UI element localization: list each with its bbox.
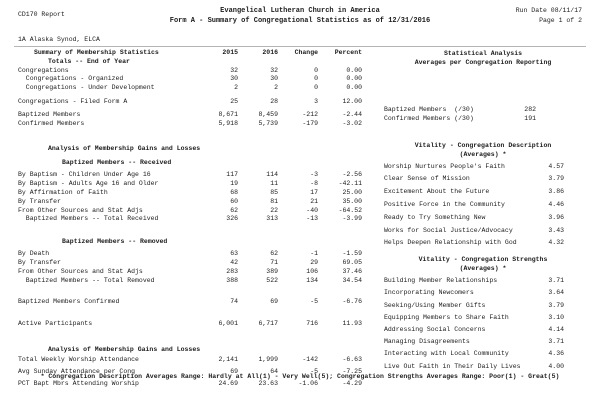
cell-percent: -6.63 bbox=[342, 355, 362, 363]
attendance-rows bbox=[18, 354, 364, 390]
cell-percent: -1.59 bbox=[342, 250, 362, 258]
cell-change: -179 bbox=[302, 119, 318, 127]
cell-2016: 2 bbox=[274, 84, 278, 92]
cell-change: -3 bbox=[310, 171, 318, 179]
table-row bbox=[18, 320, 364, 329]
page-number: Page 1 of 2 bbox=[539, 17, 582, 24]
cell-2016: 32 bbox=[270, 66, 278, 74]
cell-2016: 8,459 bbox=[258, 110, 278, 118]
cell-2016: 114 bbox=[266, 171, 278, 179]
cell-change: 716 bbox=[306, 320, 318, 328]
cell-2016: 6,717 bbox=[258, 320, 278, 328]
row-label: Clear Sense of Mission bbox=[384, 175, 470, 183]
row-label: Equipping Members to Share Faith bbox=[384, 313, 509, 321]
cell-2015: 5,918 bbox=[218, 119, 238, 127]
header-divider bbox=[14, 46, 586, 47]
cell-change: 21 bbox=[310, 197, 318, 205]
row-label: Baptized Members -- Total Received bbox=[18, 215, 159, 223]
stat-row bbox=[384, 115, 536, 124]
table-row bbox=[18, 250, 364, 259]
subsection-title-received: Baptized Members -- Received bbox=[62, 159, 172, 167]
table-row bbox=[18, 207, 364, 216]
table-row bbox=[18, 259, 364, 268]
row-value: 4.14 bbox=[548, 325, 564, 333]
vitality-strengths-block bbox=[384, 255, 582, 373]
cell-percent: 69.05 bbox=[342, 258, 362, 266]
col-header-2015: 2015 bbox=[222, 49, 238, 56]
form-title: Form A - Summary of Congregational Statistics as of 12/31/2016 bbox=[169, 17, 431, 25]
row-label: Total Weekly Worship Attendance bbox=[18, 355, 139, 363]
row-label: Helps Deepen Relationship with God bbox=[384, 239, 517, 247]
cell-2015: 326 bbox=[226, 215, 238, 223]
cell-2016: 28 bbox=[270, 97, 278, 105]
row-label: Confirmed Members (/30) bbox=[384, 114, 474, 122]
cell-2015: 388 bbox=[226, 276, 238, 284]
cell-percent: -7.25 bbox=[342, 367, 362, 375]
cell-percent: 37.46 bbox=[342, 267, 362, 275]
vitality-description-title: Vitality - Congregation Description bbox=[414, 141, 552, 149]
row-value: 3.71 bbox=[548, 338, 564, 346]
row-value: 4.00 bbox=[548, 362, 564, 370]
vitality-row bbox=[384, 287, 564, 299]
row-label: Avg Sunday Attendance per Cong bbox=[18, 367, 136, 375]
row-label: Congregations - Filed Form A bbox=[18, 97, 128, 105]
table-row bbox=[18, 298, 364, 307]
cell-2016: 522 bbox=[266, 276, 278, 284]
membership-table-header bbox=[18, 49, 364, 58]
row-label: By Baptism - Children Under Age 16 bbox=[18, 171, 151, 179]
cell-2016: 30 bbox=[270, 75, 278, 83]
cell-2015: 19 bbox=[230, 180, 238, 188]
cell-2015: 24.69 bbox=[218, 379, 238, 387]
row-label: Live Out Faith in Their Daily Lives bbox=[384, 362, 521, 370]
cell-percent: -3.99 bbox=[342, 215, 362, 223]
cell-2015: 2 bbox=[234, 84, 238, 92]
vitality-description-subtitle: (Averages) * bbox=[459, 150, 507, 158]
synod-name: 1A Alaska Synod, ELCA bbox=[18, 36, 100, 43]
cell-percent: -3.02 bbox=[342, 119, 362, 127]
cell-change: -212 bbox=[302, 110, 318, 118]
row-value: 282 bbox=[524, 106, 536, 113]
left-column bbox=[18, 49, 364, 390]
cell-2016: 313 bbox=[266, 215, 278, 223]
row-label: Worship Nurtures People's Faith bbox=[384, 162, 505, 170]
vitality-description-block bbox=[384, 141, 582, 251]
vitality-row bbox=[384, 300, 564, 312]
cell-2015: 8,671 bbox=[218, 110, 238, 118]
cell-2016: 81 bbox=[270, 197, 278, 205]
stat-row bbox=[384, 106, 536, 115]
cell-percent: -6.76 bbox=[342, 298, 362, 306]
table-row bbox=[18, 98, 364, 107]
cell-2016: 64 bbox=[270, 367, 278, 375]
row-label: By Transfer bbox=[18, 258, 61, 266]
row-label: PCT Bapt Mbrs Attending Worship bbox=[18, 379, 139, 387]
table-row bbox=[18, 189, 364, 198]
row-value: 3.10 bbox=[548, 313, 564, 321]
section-title-attendance: Analysis of Membership Gains and Losses bbox=[48, 345, 201, 353]
table-row bbox=[18, 171, 364, 180]
row-value: 3.64 bbox=[548, 289, 564, 297]
cell-2015: 117 bbox=[226, 171, 238, 179]
report-code: CD170 Report bbox=[18, 11, 65, 18]
cell-change: -142 bbox=[302, 355, 318, 363]
cell-2016: 22 bbox=[270, 206, 278, 214]
vitality-row bbox=[384, 186, 564, 199]
cell-change: -8 bbox=[310, 180, 318, 188]
vitality-row bbox=[384, 212, 564, 225]
cell-2015: 60 bbox=[230, 197, 238, 205]
membership-table-title: Summary of Membership Statistics bbox=[34, 49, 159, 56]
vitality-row bbox=[384, 336, 564, 348]
cell-percent: 11.93 bbox=[342, 320, 362, 328]
cell-change: 17 bbox=[310, 188, 318, 196]
cell-2016: 5,739 bbox=[258, 119, 278, 127]
run-info-block bbox=[472, 6, 582, 26]
cell-2016: 85 bbox=[270, 188, 278, 196]
row-label: Confirmed Members bbox=[18, 119, 85, 127]
statistical-analysis-title: Statistical Analysis bbox=[443, 50, 522, 57]
row-value: 3.86 bbox=[548, 188, 564, 196]
cell-2015: 32 bbox=[230, 66, 238, 74]
row-label: Addressing Social Concerns bbox=[384, 325, 486, 333]
cell-change: -13 bbox=[306, 215, 318, 223]
cell-change: 0 bbox=[314, 66, 318, 74]
statistical-analysis-subtitle: Averages per Congregation Reporting bbox=[414, 59, 552, 66]
vitality-row bbox=[384, 324, 564, 336]
table-row bbox=[18, 215, 364, 224]
row-value: 3.96 bbox=[548, 213, 564, 221]
cell-change: 134 bbox=[306, 276, 318, 284]
vitality-row bbox=[384, 348, 564, 360]
table-row bbox=[18, 268, 364, 277]
cell-2016: 23.63 bbox=[258, 379, 278, 387]
table-row bbox=[18, 120, 364, 129]
row-value: 3.43 bbox=[548, 226, 564, 234]
cell-2015: 25 bbox=[230, 97, 238, 105]
row-value: 4.57 bbox=[548, 162, 564, 170]
cell-2016: 389 bbox=[266, 267, 278, 275]
cell-change: -5 bbox=[310, 298, 318, 306]
cell-2016: 71 bbox=[270, 258, 278, 266]
cell-change: -1 bbox=[310, 250, 318, 258]
subsection-title-removed: Baptized Members -- Removed bbox=[62, 238, 168, 246]
vitality-row bbox=[384, 199, 564, 212]
cell-percent: -42.11 bbox=[338, 180, 362, 188]
row-label: Ready to Try Something New bbox=[384, 213, 486, 221]
cell-percent: 34.54 bbox=[342, 276, 362, 284]
cell-change: 3 bbox=[314, 97, 318, 105]
cell-percent: -2.56 bbox=[342, 171, 362, 179]
table-row bbox=[18, 354, 364, 366]
statistical-analysis-rows bbox=[384, 106, 536, 124]
row-label: Congregations - Organized bbox=[18, 75, 124, 83]
cell-change: 29 bbox=[310, 258, 318, 266]
cell-change: 0 bbox=[314, 84, 318, 92]
right-column bbox=[384, 49, 582, 373]
row-value: 3.71 bbox=[548, 277, 564, 285]
cell-2015: 69 bbox=[230, 367, 238, 375]
membership-table-subtitle: Totals -- End of Year bbox=[48, 57, 130, 65]
row-label: Congregations bbox=[18, 66, 69, 74]
table-row bbox=[18, 198, 364, 207]
row-value: 4.46 bbox=[548, 200, 564, 208]
row-label: Congregations - Under Development bbox=[18, 84, 155, 92]
vitality-row bbox=[384, 225, 564, 238]
cell-percent: 0.00 bbox=[346, 66, 362, 74]
vitality-row bbox=[384, 275, 564, 287]
cell-percent: -64.52 bbox=[338, 206, 362, 214]
cell-2015: 62 bbox=[230, 206, 238, 214]
col-header-percent: Percent bbox=[334, 49, 362, 56]
row-label: Baptized Members Confirmed bbox=[18, 298, 120, 306]
vitality-row bbox=[384, 161, 564, 174]
report-title-block bbox=[128, 6, 472, 26]
table-row bbox=[18, 111, 364, 120]
org-name: Evangelical Lutheran Church in America bbox=[220, 7, 380, 15]
cell-2016: 1,999 bbox=[258, 355, 278, 363]
vitality-strengths-title: Vitality - Congregation Strengths bbox=[418, 256, 548, 264]
row-label: From Other Sources and Stat Adjs bbox=[18, 267, 143, 275]
row-label: Building Member Relationships bbox=[384, 277, 498, 285]
cell-2015: 42 bbox=[230, 258, 238, 266]
cell-percent: 0.00 bbox=[346, 84, 362, 92]
cell-2016: 69 bbox=[270, 298, 278, 306]
table-row bbox=[18, 180, 364, 189]
cell-change: -1.06 bbox=[298, 379, 318, 387]
row-label: By Death bbox=[18, 250, 50, 258]
row-label: Works for Social Justice/Advocacy bbox=[384, 226, 513, 234]
row-label: From Other Sources and Stat Adjs bbox=[18, 206, 143, 214]
row-label: Baptized Members bbox=[18, 110, 81, 118]
cell-change: 106 bbox=[306, 267, 318, 275]
vitality-row bbox=[384, 312, 564, 324]
cell-change: 0 bbox=[314, 75, 318, 83]
row-value: 3.79 bbox=[548, 301, 564, 309]
col-header-2016: 2016 bbox=[262, 49, 278, 56]
report-header bbox=[18, 6, 582, 26]
row-label: Baptized Members (/30) bbox=[384, 106, 474, 113]
row-label: By Affirmation of Faith bbox=[18, 188, 108, 196]
vitality-row bbox=[384, 361, 564, 373]
row-label: Interacting with Local Community bbox=[384, 350, 509, 358]
table-row bbox=[18, 75, 364, 84]
cell-2015: 68 bbox=[230, 188, 238, 196]
row-label: Excitement About the Future bbox=[384, 188, 490, 196]
vitality-description-rows bbox=[384, 161, 582, 251]
row-value: 4.32 bbox=[548, 239, 564, 247]
cell-2016: 62 bbox=[270, 250, 278, 258]
cell-percent: 25.00 bbox=[342, 188, 362, 196]
cell-2015: 30 bbox=[230, 75, 238, 83]
table-row bbox=[18, 67, 364, 76]
vitality-row bbox=[384, 237, 564, 250]
row-value: 4.36 bbox=[548, 350, 564, 358]
row-label: Seeking/Using Member Gifts bbox=[384, 301, 486, 309]
row-value: 191 bbox=[524, 114, 536, 122]
footnote: * Congregation Description Averages Range: Hardly at All(1) - Very Well(5); Congregation Strengths Averages Range: Poor(1) - Great(5) bbox=[40, 373, 560, 380]
row-label: Active Participants bbox=[18, 320, 93, 328]
cell-percent: -2.44 bbox=[342, 110, 362, 118]
vitality-strengths-subtitle: (Averages) * bbox=[459, 265, 507, 273]
cell-2015: 6,001 bbox=[218, 320, 238, 328]
run-date: Run Date 08/11/17 bbox=[515, 7, 582, 14]
row-label: By Transfer bbox=[18, 197, 61, 205]
row-label: Baptized Members -- Total Removed bbox=[18, 276, 155, 284]
cell-percent: 0.00 bbox=[346, 75, 362, 83]
cell-2016: 11 bbox=[270, 180, 278, 188]
row-label: By Baptism - Adults Age 16 and Older bbox=[18, 180, 159, 188]
table-row bbox=[18, 277, 364, 286]
cell-2015: 63 bbox=[230, 250, 238, 258]
col-header-change: Change bbox=[294, 49, 318, 56]
row-label: Positive Force in the Community bbox=[384, 200, 505, 208]
cell-2015: 283 bbox=[226, 267, 238, 275]
cell-change: -5 bbox=[310, 367, 318, 375]
table-row bbox=[18, 84, 364, 93]
vitality-strengths-rows bbox=[384, 275, 582, 373]
row-label: Managing Disagreements bbox=[384, 338, 470, 346]
cell-2015: 74 bbox=[230, 298, 238, 306]
cell-percent: 12.00 bbox=[342, 97, 362, 105]
cell-change: -40 bbox=[306, 206, 318, 214]
row-label: Incorporating Newcomers bbox=[384, 289, 474, 297]
cell-2015: 2,141 bbox=[218, 355, 238, 363]
row-value: 3.79 bbox=[548, 175, 564, 183]
section-title-gains-losses: Analysis of Membership Gains and Losses bbox=[48, 145, 201, 153]
vitality-row bbox=[384, 173, 564, 186]
cell-percent: -4.29 bbox=[342, 379, 362, 387]
cell-percent: 35.00 bbox=[342, 197, 362, 205]
